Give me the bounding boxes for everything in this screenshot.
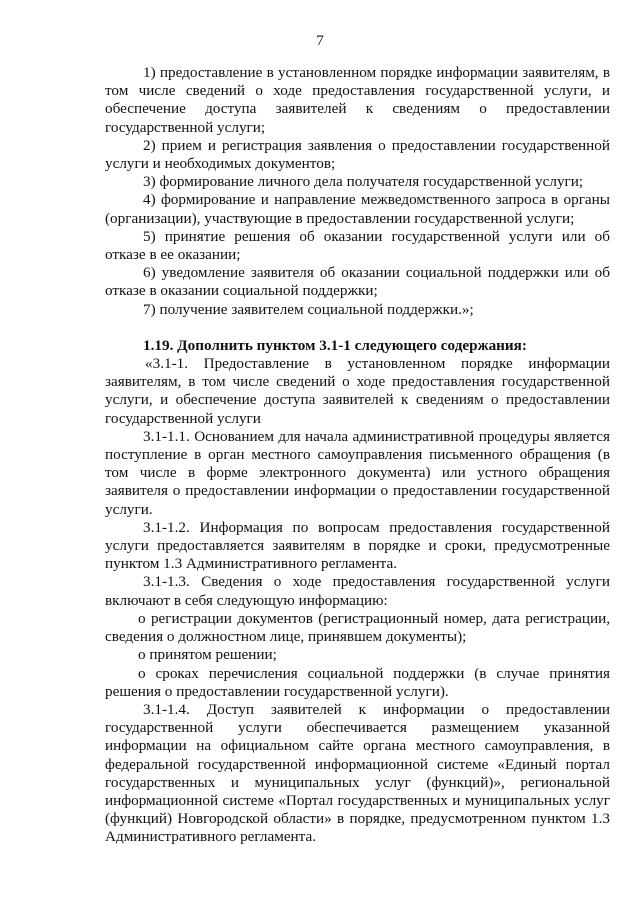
paragraph-3-1-1-3: 3.1-1.3. Сведения о ходе предоставления государственной услуги включают в себя следующую информацию: — [105, 573, 610, 609]
list-item: 1) предоставление в установленном порядке информации заявителям, в том числе сведений о ходе предоставления государственной услуги, и обеспечение доступа заявителей к сведениям о предоставлении государственной услуги; — [105, 64, 610, 136]
paragraph-3-1-1-2: 3.1-1.2. Информация по вопросам предоставления государственной услуги предоставляется заявителям в порядке и сроки, предусмотренные пунктом 1.3 Административного регламента. — [105, 518, 610, 573]
list-item: 6) уведомление заявителя об оказании социальной поддержки или об отказе в оказании социальной поддержки; — [105, 264, 610, 300]
list-item: 4) формирование и направление межведомственного запроса в органы (организации), участвующие в предоставлении государственной услуги; — [105, 191, 610, 227]
list-item: 5) принятие решения об оказании государственной услуги или об отказе в ее оказании; — [105, 227, 610, 264]
list-item: 7) получение заявителем социальной поддержки.»; — [143, 300, 474, 318]
list-item: 2) прием и регистрация заявления о предоставлении государственной услуги и необходимых документов; — [105, 136, 610, 173]
info-item: о сроках перечисления социальной поддержки (в случае принятия решения о предоставлении государственной услуги). — [105, 664, 610, 700]
paragraph-3-1-1-1: 3.1-1.1. Основанием для начала административной процедуры является поступление в орган местного самоуправления письменного обращения (в том числе в форме электронного документа) или устного обращения заявителя о предоставлении информации о предоставлении государственной услуги. — [105, 427, 610, 518]
info-item: о принятом решении; — [138, 646, 277, 664]
section-intro: «3.1-1. Предоставление в установленном порядке информации заявителям, в том числе сведений о ходе предоставления государственной услуги, и обеспечение доступа заявителей к сведениям о предоставлении государственной услуги — [105, 355, 610, 427]
section-heading: 1.19. Дополнить пунктом 3.1-1 следующего содержания: — [143, 336, 527, 354]
paragraph-3-1-1-4: 3.1-1.4. Доступ заявителей к информации о предоставлении государственной услуги обеспечивается размещением указанной информации на официальном сайте органа местного самоуправления, в федеральной государственной информационной системе «Единый портал государственных и муниципальных услуг (функций)», региональной информационной системе «Портал государственных и муниципальных услуг (функций) Новгородской области» в порядке, предусмотренном пунктом 1.3 Административного регламента. — [105, 700, 610, 846]
page-number: 7 — [316, 33, 324, 49]
document-body — [105, 64, 610, 847]
info-item: о регистрации документов (регистрационный номер, дата регистрации, сведения о должностном лице, принявшем документы); — [105, 609, 610, 646]
list-item: 3) формирование личного дела получателя государственной услуги; — [143, 173, 584, 191]
